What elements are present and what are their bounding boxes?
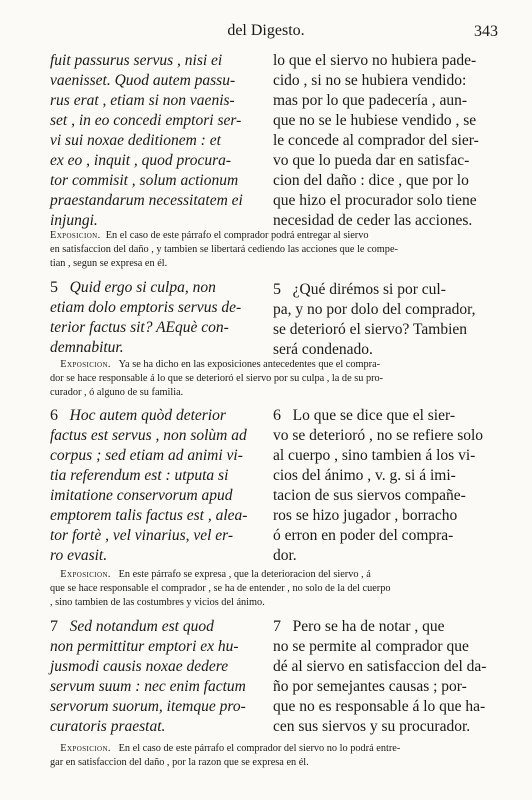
running-title: del Digesto.: [227, 22, 305, 39]
latin-line: praestandarum necessitatem ei: [50, 192, 243, 209]
paragraph-number: 5: [273, 281, 281, 298]
spanish-line: ó erron en poder del compra-: [273, 527, 454, 544]
latin-line: vaenisset. Quod autem passu-: [50, 72, 236, 89]
spanish-line: necesidad de ceder las acciones.: [273, 212, 473, 229]
exposition-text: En este párrafo se expresa , que la deterioracion del siervo , á: [118, 569, 371, 580]
latin-line: tor fortè , vel vinarius, vel er-: [50, 527, 234, 544]
spanish-line: dé al siervo en satisfaccion del da-: [273, 658, 487, 675]
latin-line: ex eo , inquit , quod procura-: [50, 152, 232, 169]
latin-line: 5 Quid ergo si culpa, non: [50, 279, 216, 296]
latin-line: factus est servus , non solùm ad: [50, 427, 247, 444]
latin-line: emptorem talis factus est , alea-: [50, 507, 248, 524]
spanish-line: vo que lo pueda dar en satisfac-: [273, 152, 470, 169]
latin-line: rus erat , etiam si non vaenis-: [50, 92, 235, 109]
latin-line: tia referendum est : utputa si: [50, 467, 229, 484]
latin-line: ro evasit.: [50, 547, 108, 564]
exposition-text: En el caso de este párrafo el comprador del siervo no lo podrá entre-: [118, 743, 401, 754]
latin-line: demnabitur.: [50, 339, 124, 356]
latin-line: terior factus sit? AEquè con-: [50, 319, 229, 336]
spanish-line: que no se le hubiese vendido , se: [273, 112, 477, 129]
exposition-line: [50, 569, 371, 580]
exposition-line: tian , segun se expresa en él.: [50, 258, 168, 269]
latin-line: non permittitur emptori ex hu-: [50, 638, 239, 655]
page-number: 343: [474, 23, 498, 40]
spanish-line: le concede al comprador del sier-: [273, 132, 479, 149]
spanish-line: se deterioró el siervo? Tambien: [273, 321, 468, 338]
exposition-line: en satisfaccion del daño , y tambien se libertará cediendo las acciones que le compe-: [50, 244, 398, 255]
exposition-line: dor se hace responsable á lo que se deterioró el siervo por su culpa , la de su pro-: [50, 373, 384, 384]
exposition-text: En el caso de este párrafo el comprador podrá entregar al siervo: [105, 230, 369, 241]
spanish-line: que no es responsable á lo que ha-: [273, 698, 486, 715]
exposition-text: Ya se ha dicho en las exposiciones antecedentes que el compra-: [118, 359, 381, 370]
exposition-line: gar en satisfaccion del daño , por la razon que se expresa en él.: [50, 757, 309, 768]
latin-line: servum suum : nec enim factum: [50, 678, 246, 695]
latin-line: 7 Sed notandum est quod: [50, 618, 214, 635]
latin-line: vi sui noxae deditionem : et: [50, 132, 221, 149]
exposition-line: [50, 359, 380, 370]
latin-line: fuit passurus servus , nisi ei: [50, 52, 223, 69]
paragraph-number: 6: [50, 407, 58, 424]
spanish-line: dor.: [273, 547, 297, 564]
spanish-line: al cuerpo , sino tambien á los vi-: [273, 447, 476, 464]
latin-line: servorum suorum, itemque pro-: [50, 698, 246, 715]
latin-line: tor commisit , solum actionum: [50, 172, 239, 189]
exposition-line: [50, 230, 369, 241]
exposition-label: Exposicion.: [60, 359, 111, 370]
spanish-line: ño por semejantes causas ; por-: [273, 678, 467, 695]
exposition-line: , sino tambien de las costumbres y vicios del ánimo.: [50, 597, 265, 608]
spanish-line: lo que el siervo no hubiera pade-: [273, 52, 477, 69]
spanish-line: cido , si no se hubiera vendido:: [273, 72, 467, 89]
spanish-line: no se permite al comprador que: [273, 638, 469, 655]
exposition-line: que se hace responsable el comprador , se ha de entender , no solo de la del cuerpo: [50, 583, 391, 594]
page-header: [0, 22, 532, 46]
exposition-label: Exposicion.: [60, 569, 111, 580]
spanish-line: mas por lo que padecería , aun-: [273, 92, 468, 109]
exposition-label: Exposicion.: [50, 230, 101, 241]
latin-line: set , in eo concedi emptori ser-: [50, 112, 242, 129]
paragraph-number: 7: [50, 618, 58, 635]
paragraph-number: 5: [50, 279, 58, 296]
exposition-line: curador , ó alguno de su familia.: [50, 387, 184, 398]
spanish-line: cios del ánimo , v. g. si á imi-: [273, 467, 456, 484]
latin-line: corpus ; sed etiam ad animi vi-: [50, 447, 243, 464]
latin-line: 6 Hoc autem quòd deterior: [50, 407, 226, 424]
spanish-line: cen sus siervos y su procurador.: [273, 718, 471, 735]
paragraph-number: 6: [273, 407, 281, 424]
spanish-line: tacion de sus siervos compañe-: [273, 487, 466, 504]
spanish-line: ros se hizo jugador , borracho: [273, 507, 458, 524]
spanish-line: 6 Lo que se dice que el sier-: [273, 407, 455, 424]
latin-line: jusmodi causis noxae dedere: [50, 658, 229, 675]
latin-line: etiam dolo emptoris servus de-: [50, 299, 242, 316]
spanish-line: 7 Pero se ha de notar , que: [273, 618, 445, 635]
spanish-line: será condenado.: [273, 341, 373, 358]
exposition-label: Exposicion.: [60, 743, 111, 754]
exposition-line: [50, 743, 400, 754]
paragraph-number: 7: [273, 618, 281, 635]
spanish-line: 5 ¿Qué dirémos si por cul-: [273, 281, 446, 298]
spanish-line: que hizo el procurador solo tiene: [273, 192, 477, 209]
spanish-line: pa, y no por dolo del comprador,: [273, 301, 476, 318]
latin-line: injungi.: [50, 212, 98, 229]
latin-line: imitatione conservorum apud: [50, 487, 233, 504]
latin-line: curatoris praestat.: [50, 718, 166, 735]
spanish-line: vo se deterioró , no se refiere solo: [273, 427, 484, 444]
spanish-line: cion del daño : dice , que por lo: [273, 172, 469, 189]
